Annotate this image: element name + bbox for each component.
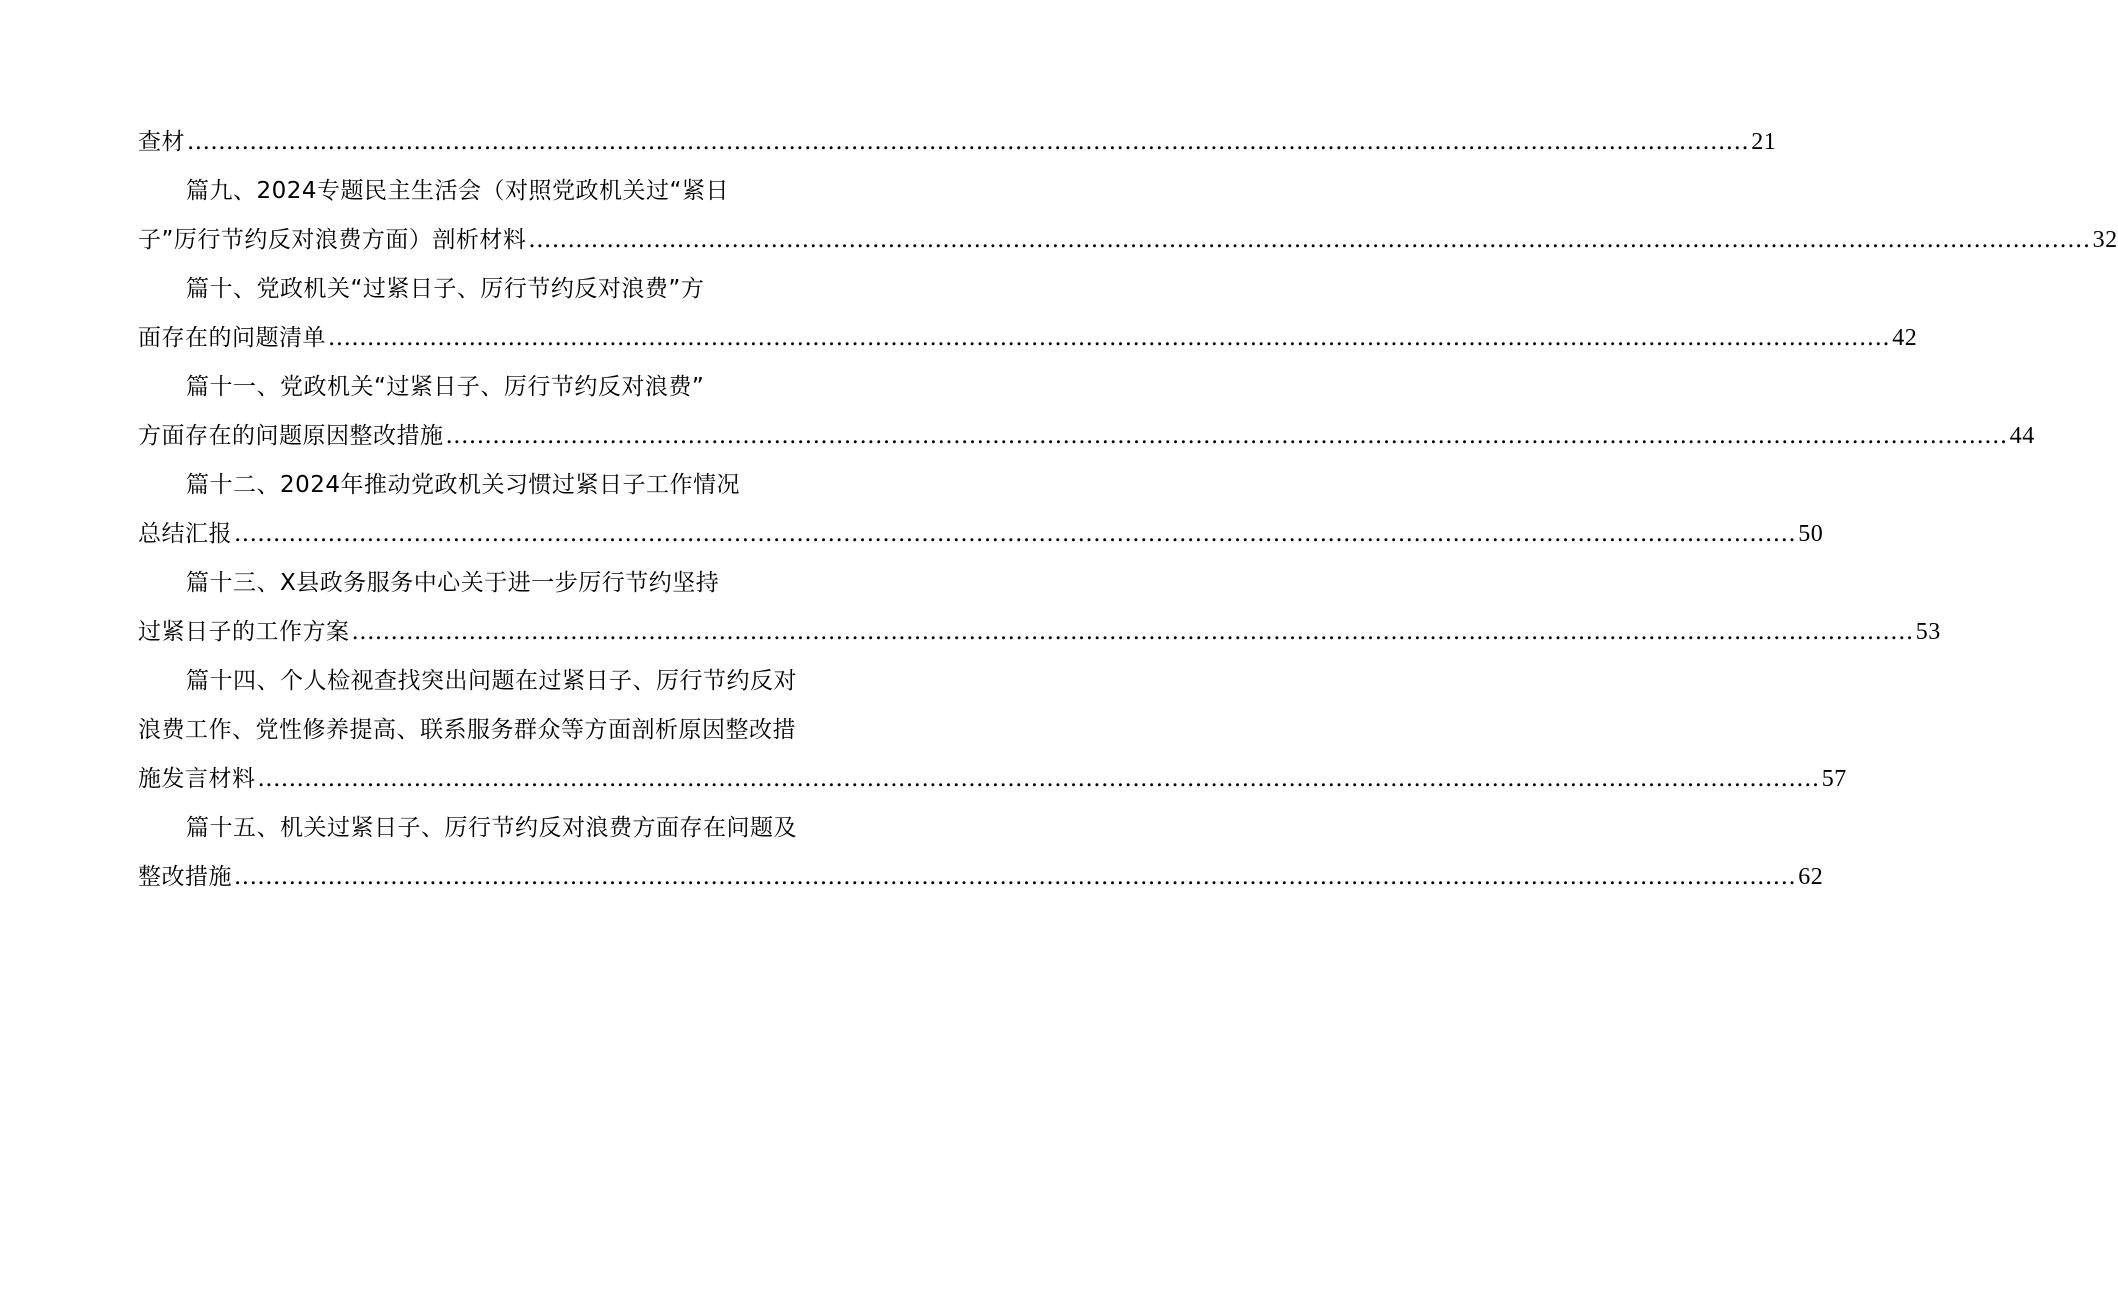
dot-leader: ........................................................................................................................................................................................................ bbox=[328, 325, 1891, 351]
toc-entry-last-line bbox=[138, 314, 1918, 363]
page-number: 21 bbox=[1751, 129, 1777, 155]
toc-entry[interactable] bbox=[138, 804, 1824, 902]
page-number: 42 bbox=[1892, 325, 1918, 351]
table-of-contents bbox=[138, 118, 2118, 902]
toc-entry-last-line bbox=[138, 608, 1941, 657]
toc-entry[interactable] bbox=[138, 265, 1918, 363]
dot-leader: ........................................................................................................................................................................................................ bbox=[187, 129, 1750, 155]
toc-entry-last-line bbox=[138, 755, 1847, 804]
toc-entry-title: 篇九、2024专题民主生活会（对照党政机关过“紧日 bbox=[186, 178, 729, 204]
toc-entry-title: 篇十、党政机关“过紧日子、厉行节约反对浪费”方 bbox=[186, 276, 705, 302]
toc-entry[interactable] bbox=[138, 167, 2118, 265]
dot-leader: ........................................................................................................................................................................................................ bbox=[528, 227, 2091, 253]
toc-entry-title: 篇十二、2024年推动党政机关习惯过紧日子工作情况 bbox=[186, 472, 741, 498]
toc-entry-last-line bbox=[138, 216, 2118, 265]
toc-entry-title: 篇十一、党政机关“过紧日子、厉行节约反对浪费” bbox=[186, 374, 705, 400]
page-number: 57 bbox=[1821, 766, 1847, 792]
dot-leader: ........................................................................................................................................................................................................ bbox=[257, 766, 1820, 792]
page-number: 50 bbox=[1798, 521, 1824, 547]
toc-entry-title-end: 方面存在的问题原因整改措施 bbox=[138, 423, 444, 449]
dot-leader: ........................................................................................................................................................................................................ bbox=[445, 423, 2008, 449]
page-number: 44 bbox=[2009, 423, 2035, 449]
page-number: 53 bbox=[1915, 619, 1941, 645]
toc-entry[interactable] bbox=[138, 559, 1941, 657]
toc-entry-title: 篇十五、机关过紧日子、厉行节约反对浪费方面存在问题及 bbox=[186, 815, 797, 841]
toc-entry-title-end: 面存在的问题清单 bbox=[138, 325, 326, 351]
toc-entry-title: 查材 bbox=[138, 129, 185, 155]
toc-entry-last-line bbox=[138, 412, 2035, 461]
toc-entry[interactable] bbox=[138, 363, 2035, 461]
toc-entry-title-end: 子”厉行节约反对浪费方面）剖析材料 bbox=[138, 227, 527, 253]
dot-leader: ........................................................................................................................................................................................................ bbox=[234, 864, 1797, 890]
page-number: 62 bbox=[1798, 864, 1824, 890]
toc-entry-title-continued: 浪费工作、党性修养提高、联系服务群众等方面剖析原因整改措 bbox=[138, 717, 796, 743]
toc-entry-title-end: 过紧日子的工作方案 bbox=[138, 619, 350, 645]
toc-entry-last-line bbox=[138, 510, 1824, 559]
toc-entry[interactable] bbox=[138, 657, 1847, 804]
toc-entry-title-end: 总结汇报 bbox=[138, 521, 232, 547]
toc-entry-title: 篇十四、个人检视查找突出问题在过紧日子、厉行节约反对 bbox=[186, 668, 797, 694]
toc-entry[interactable] bbox=[138, 118, 1777, 167]
toc-entry-title-end: 施发言材料 bbox=[138, 766, 256, 792]
dot-leader: ........................................................................................................................................................................................................ bbox=[234, 521, 1797, 547]
toc-entry-title-end: 整改措施 bbox=[138, 864, 232, 890]
toc-entry-last-line bbox=[138, 853, 1824, 902]
dot-leader: ........................................................................................................................................................................................................ bbox=[351, 619, 1914, 645]
page-number: 32 bbox=[2092, 227, 2118, 253]
toc-entry-last-line bbox=[138, 118, 1777, 167]
toc-entry-title: 篇十三、X县政务服务中心关于进一步厉行节约坚持 bbox=[186, 570, 720, 596]
toc-entry[interactable] bbox=[138, 461, 1824, 559]
